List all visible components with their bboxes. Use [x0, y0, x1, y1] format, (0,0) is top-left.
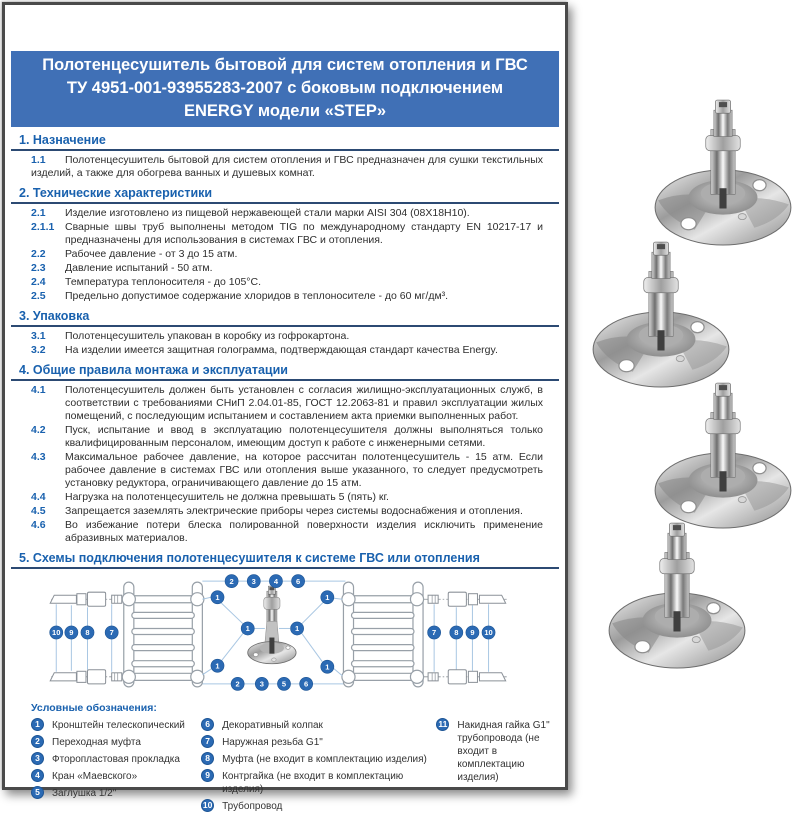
legend-number-badge: 10 — [202, 800, 213, 810]
section-heading: 4. Общие правила монтажа и эксплуатации — [11, 363, 559, 381]
svg-text:2: 2 — [235, 679, 240, 689]
section-heading: 2. Технические характеристики — [11, 186, 559, 204]
clause-text: Полотенцесушитель бытовой для систем отопления и ГВС предназначен для сушки текстильных изделий, а также для обогрева ванных и душевых комнат. — [31, 154, 543, 179]
doc-paragraph — [31, 154, 543, 180]
clause-text: Запрещается заземлять электрические приборы через системы водоснабжения и отопления. — [65, 505, 523, 517]
doc-paragraph — [31, 330, 543, 343]
clause-number: 4.5 — [31, 505, 46, 517]
doc-paragraph — [31, 384, 543, 423]
legend-number-badge: 5 — [31, 786, 44, 799]
legend-number-badge: 2 — [31, 735, 44, 748]
doc-paragraph — [31, 262, 543, 275]
scheme-svg — [23, 575, 547, 692]
legend-item: 7 Наружная резьба G1" — [201, 735, 436, 749]
clause-number: 4.1 — [31, 384, 46, 396]
legend-item: 4 Кран «Маевского» — [31, 769, 201, 783]
clause-number: 2.5 — [31, 290, 46, 302]
svg-text:1: 1 — [245, 624, 250, 634]
legend-item: 9 Контргайка (не входит в комплектацию изделия) — [201, 769, 436, 796]
clause-text: Во избежание потери блеска полированной поверхности изделия исключить применение абразивных материалов. — [65, 519, 543, 544]
legend-item: 11 Накидная гайка G1" трубопровода (не входит в комплектацию изделия) — [438, 719, 550, 783]
svg-text:1: 1 — [215, 661, 220, 671]
clause-number: 2.1 — [31, 207, 46, 219]
title-line-2: ТУ 4951-001-93955283-2007 с боковым подключением — [66, 79, 504, 97]
clause-text: Максимальное рабочее давление, на которое рассчитан полотенцесушитель - 15 атм. Если рабочее давление в системах ГВС или отопления выше указанного, то следует предусмотреть установку редуктора, ограничивающего давление до 15 атм. — [65, 451, 543, 489]
title-line-3: ENERGY модели «STEP» — [183, 102, 387, 120]
svg-text:1: 1 — [325, 592, 330, 602]
svg-text:8: 8 — [454, 628, 459, 638]
doc-paragraph — [31, 505, 543, 518]
callout-badge-left-fittings — [50, 626, 119, 639]
section-specs — [9, 186, 561, 303]
doc-paragraph — [31, 290, 543, 303]
legend-item: 6 Декоративный колпак — [201, 718, 436, 732]
clause-number: 3.1 — [31, 330, 46, 342]
clause-text: На изделии имеется защитная голограмма, подтверждающая стандарт качества Energy. — [65, 344, 498, 356]
doc-paragraph — [31, 276, 543, 289]
clause-number: 4.4 — [31, 491, 46, 503]
svg-text:1: 1 — [215, 592, 220, 602]
callout-badge-right-fittings — [428, 626, 496, 639]
bracket-product-photo-2 — [590, 237, 732, 394]
bracket-photo-center — [245, 586, 296, 664]
legend-number-badge: 8 — [201, 752, 214, 765]
bracket-product-photo-4 — [606, 518, 748, 675]
clause-number: 2.2 — [31, 248, 46, 260]
svg-text:10: 10 — [484, 628, 493, 638]
svg-text:10: 10 — [52, 628, 61, 638]
clause-text: Давление испытаний - 50 атм. — [65, 262, 213, 274]
clause-number: 2.4 — [31, 276, 46, 288]
section-purpose — [9, 133, 561, 180]
svg-text:4: 4 — [273, 576, 279, 586]
svg-text:2: 2 — [229, 576, 234, 586]
svg-text:9: 9 — [69, 628, 74, 638]
clause-text: Нагрузка на полотенцесушитель не должна превышать 5 (пять) кг. — [65, 491, 389, 503]
clause-text: Полотенцесушитель должен быть установлен с согласия жилищно-эксплуатационных служб, в соответствии с требованиями СНиП 2.04.01-85, ГОСТ 12.2063-81 и правил эксплуатации жилых помещений, с последующим испытанием и составлением акта приемки выполненных работ. — [65, 384, 543, 422]
legend-number-badge: 3 — [31, 752, 44, 765]
towel-rail-right — [342, 582, 424, 687]
bracket-product-photo-1 — [652, 95, 794, 252]
section-heading: 3. Упаковка — [11, 309, 559, 327]
svg-text:5: 5 — [281, 679, 287, 689]
legend-item: 8 Муфта (не входит в комплектацию изделия) — [201, 752, 436, 766]
legend-item: 3 Фторопластовая прокладка — [31, 752, 201, 766]
clause-number: 4.6 — [31, 519, 46, 531]
svg-text:7: 7 — [109, 628, 114, 638]
doc-paragraph — [31, 207, 543, 220]
towel-rail-left — [122, 582, 204, 687]
document-title-band — [11, 51, 559, 127]
svg-text:8: 8 — [85, 628, 90, 638]
clause-text: Температура теплоносителя - до 105°С. — [65, 276, 261, 288]
legend-item: 5 Заглушка 1/2" — [31, 786, 201, 800]
svg-text:7: 7 — [432, 628, 437, 638]
doc-paragraph — [31, 519, 543, 545]
svg-text:1: 1 — [325, 662, 330, 672]
bracket-product-photo-3 — [652, 378, 794, 535]
clause-number: 3.2 — [31, 344, 46, 356]
section-heading: 1. Назначение — [11, 133, 559, 151]
legend-title: Условные обозначения: — [31, 702, 157, 714]
clause-text: Сварные швы труб выполнены методом TIG по международному стандарту EN 10217-17 и предназначены для использования в системах ГВС и отопления. — [65, 221, 543, 246]
doc-paragraph — [31, 248, 543, 261]
svg-text:6: 6 — [304, 679, 309, 689]
doc-paragraph — [31, 221, 543, 247]
title-line-1: Полотенцесушитель бытовой для систем отопления и ГВС — [42, 56, 528, 74]
legend-number-badge: 1 — [31, 718, 44, 731]
legend-number-badge: 4 — [31, 769, 44, 782]
svg-text:6: 6 — [295, 576, 301, 586]
connection-scheme-diagram — [23, 575, 561, 697]
doc-paragraph — [31, 451, 543, 490]
legend-number-badge: 11 — [438, 719, 448, 729]
legend — [31, 718, 561, 816]
svg-text:3: 3 — [259, 679, 264, 689]
legend-item: 1 Кронштейн телескопический — [31, 718, 201, 732]
clause-number: 1.1 — [31, 154, 46, 166]
legend-number-badge: 6 — [201, 718, 214, 731]
section-packaging — [9, 309, 561, 357]
doc-paragraph — [31, 491, 543, 504]
section-heading-schemes: 5. Схемы подключения полотенцесушителя к системе ГВС или отопления — [11, 551, 559, 569]
svg-text:1: 1 — [294, 624, 300, 634]
clause-number: 2.3 — [31, 262, 46, 274]
clause-text: Изделие изготовлено из пищевой нержавеющей стали марки AISI 304 (08Х18Н10). — [65, 207, 470, 219]
clause-number: 2.1.1 — [31, 221, 55, 233]
svg-text:9: 9 — [470, 628, 475, 638]
doc-paragraph — [31, 344, 543, 357]
clause-number: 4.3 — [31, 451, 46, 463]
svg-text:3: 3 — [251, 576, 256, 586]
legend-item: 2 Переходная муфта — [31, 735, 201, 749]
clause-text: Пуск, испытание и ввод в эксплуатацию полотенцесушителя должны выполняться только квалифицированным персоналом, имеющим доступ к работе с инженерными сетями. — [65, 424, 543, 449]
clause-text: Предельно допустимое содержание хлоридов в теплоносителе - до 60 мг/дм³. — [65, 290, 449, 302]
doc-paragraph — [31, 424, 543, 450]
section-installation — [9, 363, 561, 545]
document-page — [2, 2, 568, 812]
legend-item: 10 Трубопровод — [202, 800, 283, 812]
clause-text: Рабочее давление - от 3 до 15 атм. — [65, 248, 238, 260]
clause-text: Полотенцесушитель упакован в коробку из гофрокартона. — [65, 330, 350, 342]
legend-number-badge: 7 — [201, 735, 214, 748]
legend-number-badge: 9 — [201, 769, 214, 782]
clause-number: 4.2 — [31, 424, 46, 436]
